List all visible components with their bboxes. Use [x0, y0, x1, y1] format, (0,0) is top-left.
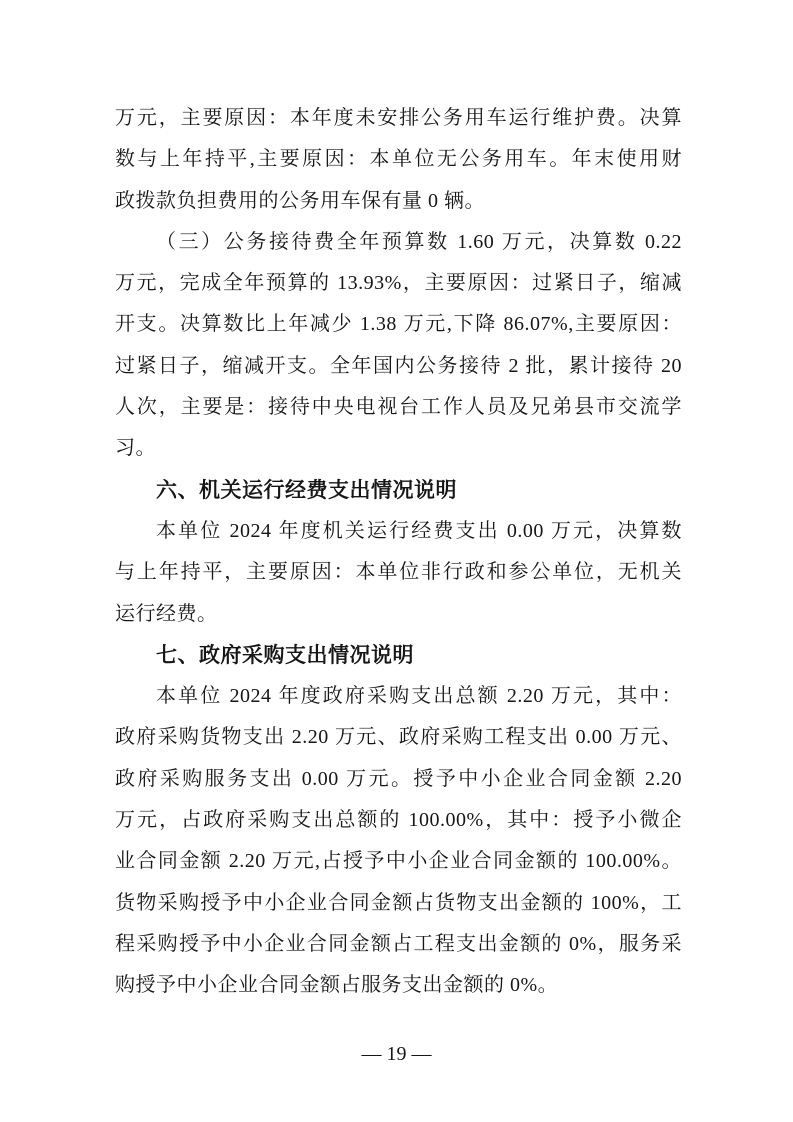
text-line: 万元，完成全年预算的 13.93%，主要原因：过紧日子，缩减 — [115, 272, 682, 295]
document-body — [115, 98, 682, 1007]
text-line: 万元，主要原因：本年度未安排公务用车运行维护费。决算 — [115, 107, 682, 129]
text-line: 本单位 2024 年度政府采购支出总额 2.20 万元，其中： — [156, 685, 682, 708]
text-line: 政府采购服务支出 0.00 万元。授予中小企业合同金额 2.20 — [115, 767, 682, 790]
text-line: 政府采购货物支出 2.20 万元、政府采购工程支出 0.00 万元、 — [115, 726, 682, 749]
heading-government-procurement: 七、政府采购支出情况说明 — [156, 643, 414, 667]
text-line: 购授予中小企业合同金额占服务支出金额的 0%。 — [115, 974, 559, 997]
text-line: 数与上年持平,主要原因：本单位无公务用车。年末使用财 — [115, 148, 682, 171]
page-number: — 19 — — [361, 1043, 432, 1065]
text-line: 开支。决算数比上年减少 1.38 万元,下降 86.07%,主要原因： — [115, 313, 682, 336]
text-line: 过紧日子，缩减开支。全年国内公务接待 2 批，累计接待 20 — [115, 354, 682, 377]
para-government-procurement — [115, 676, 682, 1006]
text-line: 运行经费。 — [115, 602, 218, 625]
text-line: 货物采购授予中小企业合同金额占货物支出金额的 100%，工 — [115, 891, 682, 914]
para-agency-operating-expense — [115, 511, 682, 635]
text-line: （三）公务接待费全年预算数 1.60 万元，决算数 0.22 — [156, 230, 682, 253]
text-line: 业合同金额 2.20 万元,占授予中小企业合同金额的 100.00%。 — [115, 850, 682, 873]
para-official-vehicle-continuation — [115, 98, 682, 222]
text-line: 程采购授予中小企业合同金额占工程支出金额的 0%，服务采 — [115, 932, 682, 955]
page-footer — [0, 1034, 793, 1074]
text-line: 人次，主要是：接待中央电视台工作人员及兄弟县市交流学 — [115, 396, 682, 419]
text-line: 与上年持平，主要原因：本单位非行政和参公单位，无机关 — [115, 561, 682, 584]
text-line: 本单位 2024 年度机关运行经费支出 0.00 万元，决算数 — [156, 519, 682, 542]
heading-agency-operating-expense: 六、机关运行经费支出情况说明 — [156, 478, 457, 502]
text-line: 政拨款负担费用的公务用车保有量 0 辆。 — [115, 189, 485, 212]
para-official-reception-expense — [115, 222, 682, 470]
text-line: 习。 — [115, 437, 156, 460]
text-line: 万元，占政府采购支出总额的 100.00%，其中：授予小微企 — [115, 809, 682, 832]
